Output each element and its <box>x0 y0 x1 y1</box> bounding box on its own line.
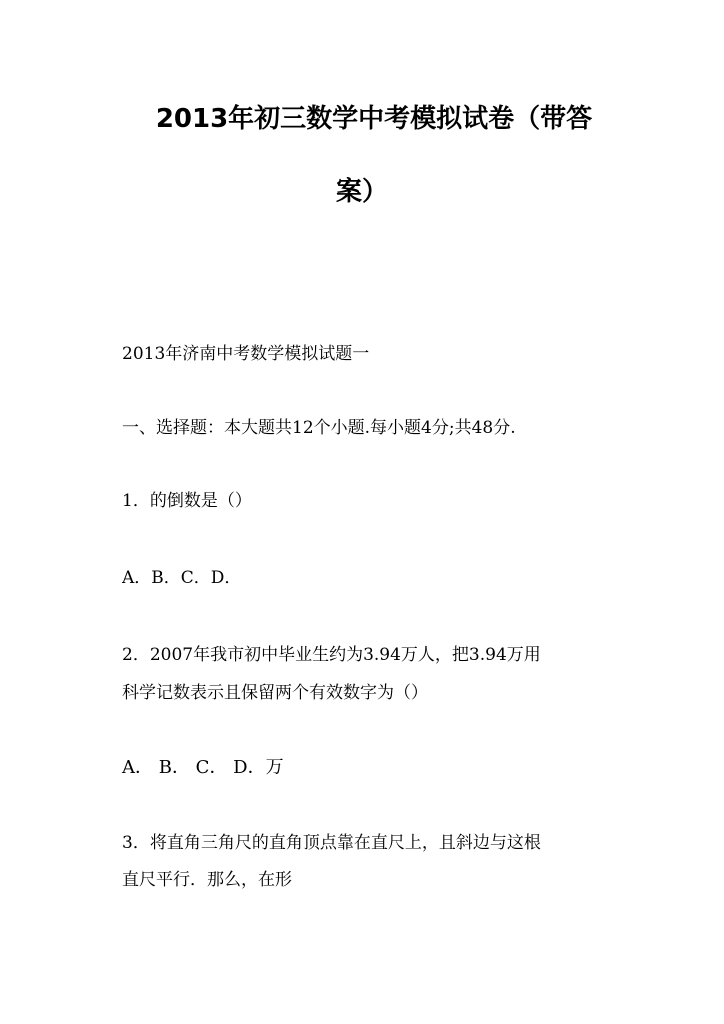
question-2-text-line-2: 科学记数表示且保留两个有效数字为（） <box>122 683 428 703</box>
question-1-options: A．B．C．D． <box>122 568 242 588</box>
question-3-text-line-1: 3．将直角三角尺的直角顶点靠在直尺上，且斜边与这根 <box>122 833 541 853</box>
question-3-text-line-2: 直尺平行．那么，在形 <box>122 870 292 890</box>
document-title-line-1: 2013年初三数学中考模拟试卷（带答 <box>155 104 593 134</box>
exam-subtitle: 2013年济南中考数学模拟试题一 <box>122 344 370 364</box>
question-1-text: 1．的倒数是（） <box>122 491 252 511</box>
document-title-line-2: 案） <box>335 177 388 207</box>
question-2-text-line-1: 2．2007年我市初中毕业生约为3.94万人，把3.94万用 <box>122 645 541 665</box>
question-2-options: A． B． C． D．万 <box>122 757 284 778</box>
section-heading: 一、选择题：本大题共12个小题.每小题4分;共48分. <box>122 418 516 438</box>
